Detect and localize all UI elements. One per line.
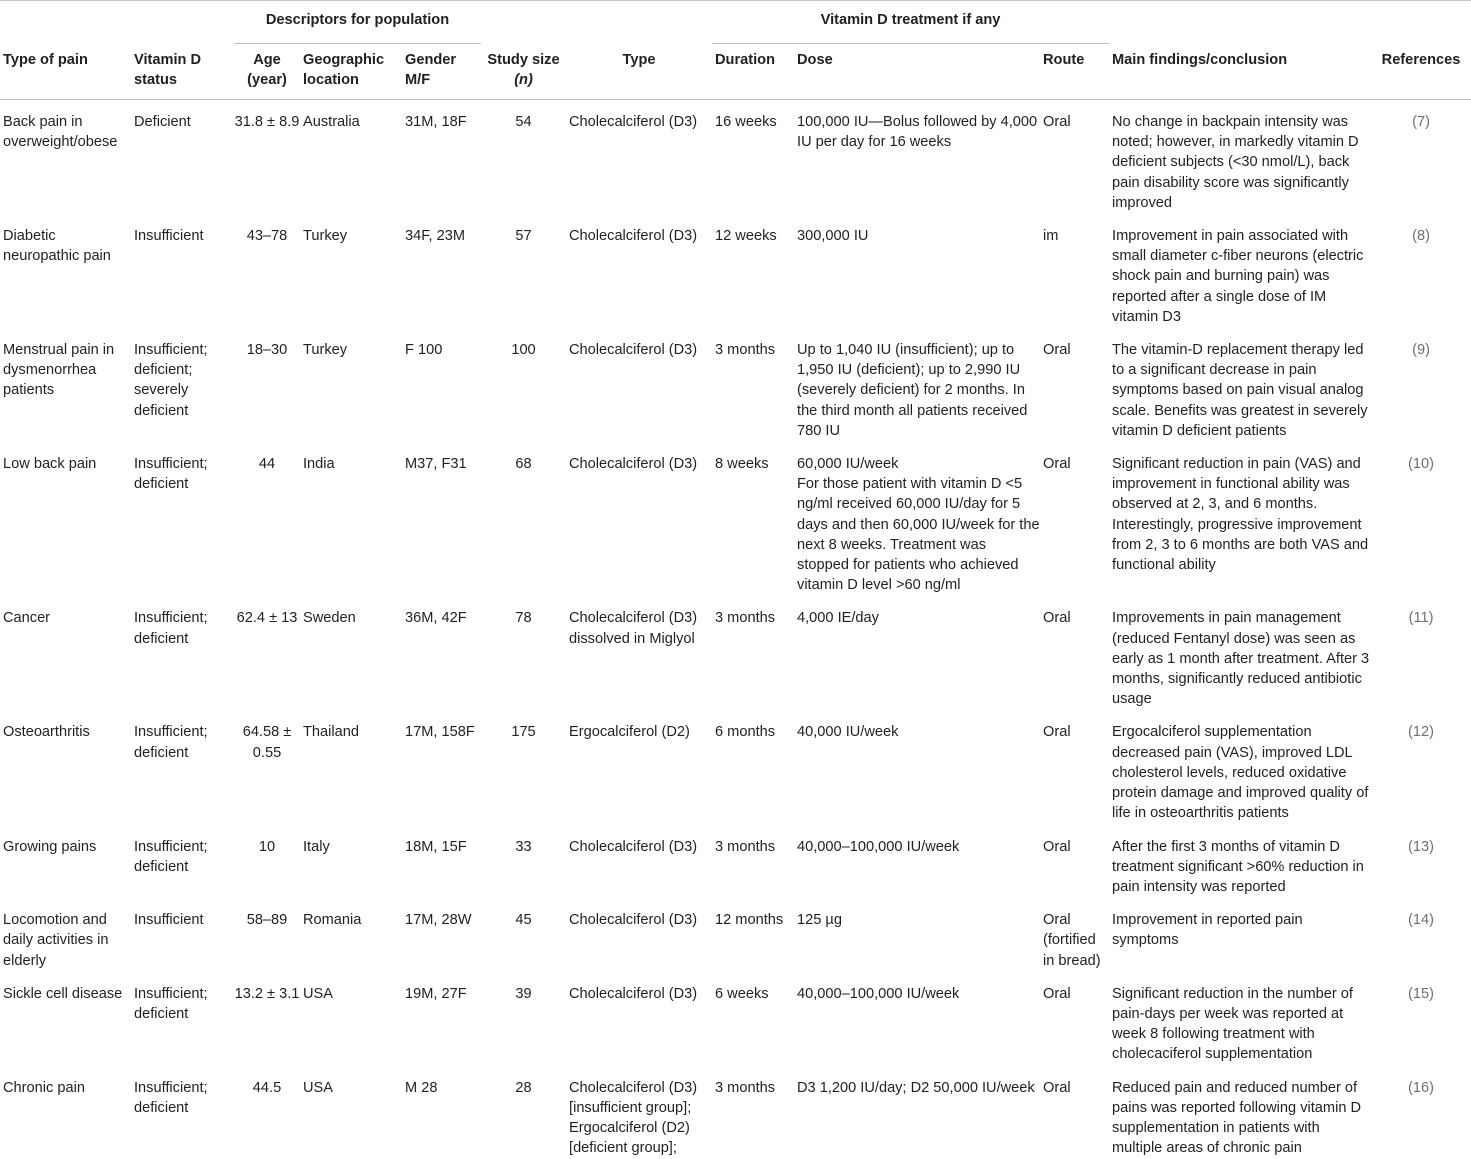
cell-dose: 4,000 IE/day — [797, 610, 879, 627]
cell-gender: 36M, 42F — [405, 610, 467, 627]
cell-treatment-type: Cholecalciferol (D3) — [569, 114, 698, 130]
col-route: Route — [1043, 52, 1085, 68]
cell-main-findings: No change in backpain intensity was noted; however, in markedly vitamin D deficient subjects (<30 nmol/L), back pain disability score was significantly improved — [1112, 114, 1359, 211]
cell-gender: 18M, 15F — [405, 838, 467, 855]
cell-type-of-pain: Back pain in overweight/obese — [3, 114, 118, 151]
cell-gender: 34F, 23M — [405, 228, 466, 245]
cell-duration: 6 weeks — [715, 985, 769, 1002]
header-columns-row — [0, 44, 1471, 100]
cell-location: Sweden — [303, 610, 356, 627]
cell-age: 13.2 ± 3.1 — [234, 985, 300, 1002]
cell-vitamin-d-status: Insufficient; deficient — [134, 456, 208, 493]
cell-treatment-type: Ergocalciferol (D2) — [569, 724, 690, 741]
cell-dose: 100,000 IU—Bolus followed by 4,000 IU per day for 16 weeks — [797, 114, 1038, 151]
cell-reference-link[interactable]: (9) — [1412, 342, 1430, 359]
cell-route: Oral (fortified in bread) — [1043, 912, 1101, 969]
cell-location: India — [303, 456, 335, 473]
col-duration: Duration — [715, 52, 776, 68]
table-row — [0, 596, 1471, 710]
cell-route: Oral — [1043, 724, 1071, 741]
cell-duration: 16 weeks — [715, 114, 777, 130]
cell-type-of-pain: Osteoarthritis — [3, 724, 90, 741]
cell-location: USA — [303, 985, 334, 1002]
cell-reference-link[interactable]: (13) — [1408, 838, 1434, 855]
cell-vitamin-d-status: Insufficient — [134, 228, 204, 245]
cell-dose: Up to 1,040 IU (insufficient); up to 1,950 IU (deficient); up to 2,990 IU (severely deficient) for 2 months. In the third month all patients received 780 IU — [797, 342, 1028, 439]
cell-vitamin-d-status: Insufficient; deficient — [134, 838, 208, 875]
cell-reference-link[interactable]: (7) — [1412, 114, 1430, 130]
cell-age: 18–30 — [246, 342, 288, 359]
cell-duration: 3 months — [715, 838, 776, 855]
cell-treatment-type: Cholecalciferol (D3) — [569, 342, 698, 359]
cell-dose: 40,000–100,000 IU/week — [797, 985, 960, 1002]
cell-main-findings: Improvements in pain management (reduced Fentanyl dose) was seen as early as 1 month after treatment. After 3 months, significantly reduced antibiotic usage — [1112, 610, 1370, 708]
col-dose: Dose — [797, 52, 833, 68]
cell-location: Turkey — [303, 228, 348, 245]
col-vitamin-d-status: Vitamin D status — [134, 51, 202, 88]
cell-type-of-pain: Low back pain — [3, 456, 97, 473]
cell-route: Oral — [1043, 342, 1071, 359]
cell-location: Australia — [303, 114, 360, 130]
cell-main-findings: Ergocalciferol supplementation decreased pain (VAS), improved LDL cholesterol levels, reduced oxidative protein damage and improved quality of life in osteoarthritis patients — [1112, 724, 1369, 822]
cell-age: 43–78 — [246, 228, 288, 245]
col-type-of-pain: Type of pain — [3, 51, 88, 68]
cell-main-findings: Reduced pain and reduced number of pains was reported following vitamin D supplementation in patients with multiple areas of chronic pain — [1112, 1079, 1362, 1157]
cell-location: USA — [303, 1079, 334, 1096]
cell-type-of-pain: Chronic pain — [3, 1079, 85, 1096]
header-group-row — [0, 1, 1471, 44]
col-age: Age (year) — [247, 52, 287, 88]
table-row — [0, 442, 1471, 596]
cell-main-findings: Improvement in reported pain symptoms — [1112, 912, 1303, 949]
cell-duration: 12 weeks — [715, 228, 777, 245]
cell-route: Oral — [1043, 985, 1071, 1002]
col-gender: Gender M/F — [405, 52, 457, 88]
cell-reference-link[interactable]: (8) — [1412, 228, 1430, 245]
cell-dose: 60,000 IU/week For those patient with vitamin D <5 ng/ml received 60,000 IU/day for 5 days and then 60,000 IU/week for the next 8 weeks. Treatment was stopped for patients who achieved vitamin D level >60 ng/ml — [797, 456, 1040, 594]
cell-age: 10 — [258, 838, 276, 855]
cell-treatment-type: Cholecalciferol (D3) — [569, 838, 698, 855]
cell-age: 64.58 ± 0.55 — [242, 724, 292, 761]
cell-type-of-pain: Diabetic neuropathic pain — [3, 228, 111, 265]
cell-treatment-type: Cholecalciferol (D3) — [569, 985, 698, 1002]
cell-type-of-pain: Growing pains — [3, 838, 97, 855]
table-row — [0, 825, 1471, 899]
cell-reference-link[interactable]: (15) — [1408, 985, 1434, 1002]
cell-duration: 3 months — [715, 610, 776, 627]
cell-gender: 19M, 27F — [405, 985, 467, 1002]
cell-treatment-type: Cholecalciferol (D3) dissolved in Miglyol — [569, 610, 698, 647]
cell-type-of-pain: Locomotion and daily activities in elderly — [3, 912, 109, 969]
cell-duration: 3 months — [715, 342, 776, 359]
cell-gender: 31M, 18F — [405, 114, 467, 130]
cell-route: Oral — [1043, 1079, 1071, 1096]
cell-study-size: 54 — [515, 114, 532, 130]
col-type: Type — [622, 51, 656, 68]
cell-vitamin-d-status: Insufficient; deficient — [134, 724, 208, 761]
cell-dose: D3 1,200 IU/day; D2 50,000 IU/week — [797, 1079, 1035, 1096]
cell-reference-link[interactable]: (12) — [1408, 724, 1434, 741]
cell-vitamin-d-status: Insufficient; deficient — [134, 610, 208, 647]
cell-study-size: 175 — [511, 724, 536, 741]
cell-route: Oral — [1043, 610, 1071, 627]
header-group-treatment: Vitamin D treatment if any — [712, 1, 1109, 44]
cell-route: im — [1043, 228, 1059, 245]
cell-treatment-type: Cholecalciferol (D3) — [569, 456, 698, 473]
cell-gender: 17M, 28W — [405, 912, 472, 929]
cell-vitamin-d-status: Insufficient — [134, 912, 204, 929]
cell-study-size: 45 — [515, 912, 532, 929]
cell-study-size: 78 — [515, 610, 532, 627]
cell-main-findings: Significant reduction in the number of pain-days per week was reported at week 8 following treatment with cholecaciferol supplementation — [1112, 985, 1353, 1063]
cell-location: Italy — [303, 838, 330, 855]
cell-gender: M37, F31 — [405, 456, 467, 473]
cell-gender: F 100 — [405, 342, 443, 359]
cell-type-of-pain: Menstrual pain in dysmenorrhea patients — [3, 342, 115, 399]
cell-location: Thailand — [303, 724, 359, 741]
cell-route: Oral — [1043, 114, 1071, 130]
col-main-findings: Main findings/conclusion — [1112, 51, 1288, 68]
cell-main-findings: Significant reduction in pain (VAS) and improvement in functional ability was observed at 2, 3, and 6 months. Interestingly, progressive improvement from 2, 3 to 6 months are both VAS and functional ability — [1112, 456, 1369, 574]
header-group-population: Descriptors for population — [234, 1, 481, 44]
cell-study-size: 33 — [515, 838, 532, 855]
cell-type-of-pain: Cancer — [3, 610, 51, 627]
cell-location: Turkey — [303, 342, 348, 359]
cell-route: Oral — [1043, 838, 1071, 855]
cell-reference-link[interactable]: (10) — [1408, 456, 1434, 473]
table-row — [0, 710, 1471, 824]
cell-route: Oral — [1043, 456, 1071, 473]
cell-vitamin-d-status: Insufficient; deficient — [134, 1079, 208, 1116]
cell-study-size: 28 — [515, 1079, 532, 1096]
col-geographic-location: Geographic location — [303, 52, 385, 88]
cell-dose: 125 µg — [797, 912, 842, 929]
cell-vitamin-d-status: Insufficient; deficient — [134, 985, 208, 1022]
cell-gender: M 28 — [405, 1079, 438, 1096]
cell-vitamin-d-status: Insufficient; deficient; severely deficient — [134, 342, 208, 419]
cell-main-findings: Improvement in pain associated with small diameter c-fiber neurons (electric shock pain and burning pain) was reported after a single dose of IM vitamin D3 — [1112, 228, 1364, 325]
cell-treatment-type: Cholecalciferol (D3) [insufficient group]; Ergocalciferol (D2) [deficient group]; — [569, 1079, 698, 1157]
cell-reference-link[interactable]: (16) — [1408, 1079, 1434, 1096]
cell-age: 31.8 ± 8.9 — [234, 114, 300, 130]
table-row — [0, 1066, 1471, 1159]
cell-reference-link[interactable]: (14) — [1408, 912, 1434, 929]
cell-age: 58–89 — [246, 912, 288, 929]
cell-main-findings: After the first 3 months of vitamin D treatment significant >60% reduction in pain intensity was reported — [1112, 838, 1364, 895]
cell-age: 44.5 — [252, 1079, 282, 1096]
cell-study-size: 100 — [511, 342, 536, 359]
cell-duration: 8 weeks — [715, 456, 769, 473]
cell-duration: 12 months — [715, 912, 784, 929]
cell-dose: 40,000 IU/week — [797, 724, 899, 741]
cell-reference-link[interactable]: (11) — [1408, 610, 1434, 627]
table-row — [0, 214, 1471, 328]
cell-study-size: 39 — [515, 985, 532, 1002]
cell-vitamin-d-status: Deficient — [134, 114, 191, 130]
col-references: References — [1381, 51, 1461, 68]
table-row — [0, 972, 1471, 1066]
cell-duration: 3 months — [715, 1079, 776, 1096]
cell-study-size: 68 — [515, 456, 532, 473]
cell-gender: 17M, 158F — [405, 724, 475, 741]
cell-dose: 40,000–100,000 IU/week — [797, 838, 960, 855]
cell-type-of-pain: Sickle cell disease — [3, 985, 123, 1002]
cell-duration: 6 months — [715, 724, 776, 741]
cell-dose: 300,000 IU — [797, 228, 869, 245]
col-study-size: Study size (n) — [487, 51, 560, 88]
table-row — [0, 100, 1471, 215]
cell-age: 62.4 ± 13 — [236, 610, 298, 627]
table-row — [0, 328, 1471, 442]
cell-main-findings: The vitamin-D replacement therapy led to a significant decrease in pain symptoms based on pain visual analog scale. Benefits was greatest in severely vitamin D deficient patients — [1112, 342, 1368, 439]
cell-treatment-type: Cholecalciferol (D3) — [569, 912, 698, 929]
cell-location: Romania — [303, 912, 362, 929]
table-row — [0, 898, 1471, 972]
cell-treatment-type: Cholecalciferol (D3) — [569, 228, 698, 245]
cell-study-size: 57 — [515, 228, 532, 245]
cell-age: 44 — [258, 456, 276, 473]
